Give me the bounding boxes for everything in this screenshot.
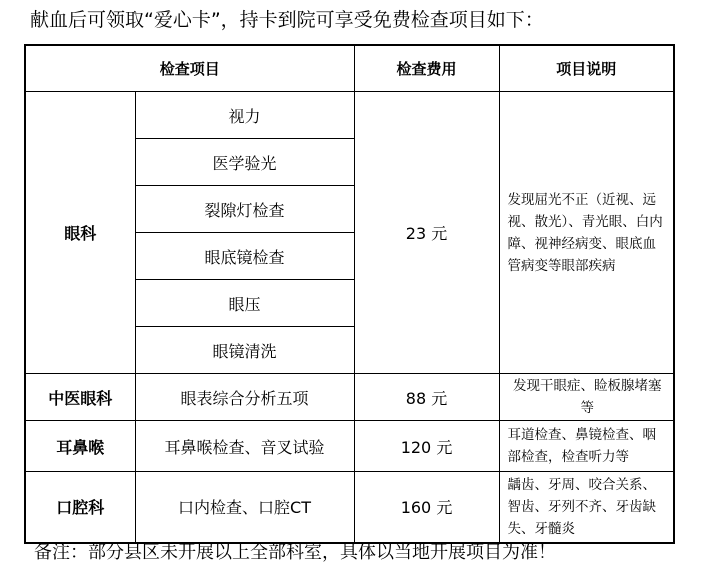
header-row — [25, 45, 674, 92]
item-cell: 耳鼻喉检查、音叉试验 — [135, 421, 354, 472]
footnote: 备注：部分县区未开展以上全部科室，具体以当地开展项目为准！ — [34, 542, 556, 563]
exam-table — [24, 44, 675, 544]
dept-oral: 口腔科 — [25, 472, 135, 543]
desc-tcm-eye: 发现干眼症、睑板腺堵塞等 — [499, 374, 674, 421]
desc-oral: 龋齿、牙周、咬合关系、智齿、牙列不齐、牙齿缺失、牙髓炎 — [499, 472, 674, 543]
desc-eye: 发现屈光不正（近视、远视、散光）、青光眼、白内障、视神经病变、眼底血管病变等眼部疾病 — [499, 92, 674, 374]
dept-ent: 耳鼻喉 — [25, 421, 135, 472]
desc-ent: 耳道检查、鼻镜检查、咽部检查，检查听力等 — [499, 421, 674, 472]
table-row — [25, 472, 674, 543]
dept-tcm-eye: 中医眼科 — [25, 374, 135, 421]
fee-tcm-eye: 88 元 — [354, 374, 499, 421]
dept-eye: 眼科 — [25, 92, 135, 374]
fee-oral: 160 元 — [354, 472, 499, 543]
item-cell: 医学验光 — [135, 139, 354, 186]
fee-ent: 120 元 — [354, 421, 499, 472]
item-cell: 视力 — [135, 92, 354, 139]
item-cell: 口内检查、口腔CT — [135, 472, 354, 543]
item-cell: 裂隙灯检查 — [135, 186, 354, 233]
header-item: 检查项目 — [25, 45, 354, 92]
item-cell: 眼底镜检查 — [135, 233, 354, 280]
header-fee: 检查费用 — [354, 45, 499, 92]
header-desc: 项目说明 — [499, 45, 674, 92]
fee-eye: 23 元 — [354, 92, 499, 374]
table-row — [25, 92, 674, 139]
table-row — [25, 374, 674, 421]
intro-text: 献血后可领取“爱心卡”，持卡到院可享受免费检查项目如下： — [30, 9, 544, 31]
item-cell: 眼压 — [135, 280, 354, 327]
table-row — [25, 421, 674, 472]
item-cell: 眼镜清洗 — [135, 327, 354, 374]
item-cell: 眼表综合分析五项 — [135, 374, 354, 421]
